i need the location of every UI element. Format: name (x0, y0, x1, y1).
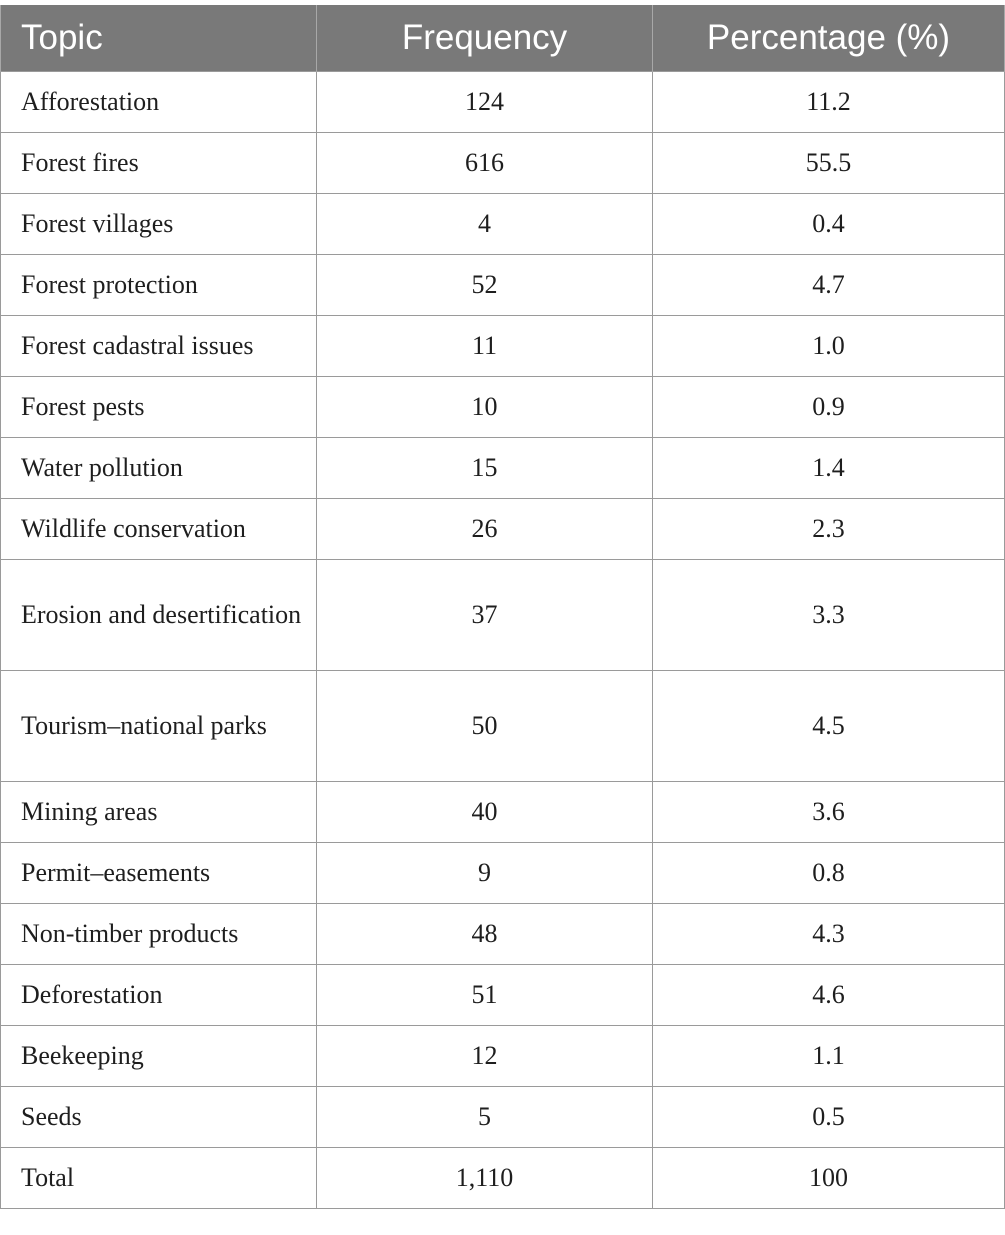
header-percentage: Percentage (%) (653, 5, 1005, 72)
cell-percentage: 3.3 (653, 560, 1005, 671)
cell-topic: Forest villages (1, 194, 317, 255)
cell-frequency: 4 (317, 194, 653, 255)
table-row (1, 1087, 1005, 1148)
header-frequency: Frequency (317, 5, 653, 72)
cell-frequency: 5 (317, 1087, 653, 1148)
cell-topic: Seeds (1, 1087, 317, 1148)
cell-topic: Beekeeping (1, 1026, 317, 1087)
cell-frequency: 50 (317, 671, 653, 782)
cell-frequency: 15 (317, 438, 653, 499)
cell-topic: Permit–easements (1, 843, 317, 904)
cell-frequency: 1,110 (317, 1148, 653, 1209)
total-row (1, 1148, 1005, 1209)
table-row (1, 133, 1005, 194)
table-row (1, 843, 1005, 904)
table-row (1, 255, 1005, 316)
cell-percentage: 0.8 (653, 843, 1005, 904)
cell-topic: Forest fires (1, 133, 317, 194)
cell-topic: Afforestation (1, 72, 317, 133)
table-row (1, 965, 1005, 1026)
cell-frequency: 52 (317, 255, 653, 316)
cell-percentage: 2.3 (653, 499, 1005, 560)
cell-frequency: 12 (317, 1026, 653, 1087)
cell-frequency: 124 (317, 72, 653, 133)
cell-topic: Wildlife conservation (1, 499, 317, 560)
cell-topic: Forest cadastral issues (1, 316, 317, 377)
cell-percentage: 4.6 (653, 965, 1005, 1026)
table-row (1, 316, 1005, 377)
cell-topic: Erosion and desertification (1, 560, 317, 671)
cell-percentage: 1.4 (653, 438, 1005, 499)
cell-percentage: 0.4 (653, 194, 1005, 255)
cell-percentage: 1.0 (653, 316, 1005, 377)
cell-percentage: 4.3 (653, 904, 1005, 965)
table-row (1, 377, 1005, 438)
cell-percentage: 4.7 (653, 255, 1005, 316)
cell-frequency: 51 (317, 965, 653, 1026)
cell-frequency: 40 (317, 782, 653, 843)
cell-topic: Non-timber products (1, 904, 317, 965)
cell-frequency: 37 (317, 560, 653, 671)
table-row (1, 1026, 1005, 1087)
table-row (1, 194, 1005, 255)
table-row (1, 560, 1005, 671)
header-row (1, 5, 1005, 72)
cell-topic: Forest protection (1, 255, 317, 316)
table-header (1, 5, 1005, 72)
cell-frequency: 26 (317, 499, 653, 560)
cell-frequency: 11 (317, 316, 653, 377)
cell-topic: Tourism–national parks (1, 671, 317, 782)
cell-percentage: 3.6 (653, 782, 1005, 843)
table-row (1, 782, 1005, 843)
cell-topic: Water pollution (1, 438, 317, 499)
cell-topic: Mining areas (1, 782, 317, 843)
cell-topic: Forest pests (1, 377, 317, 438)
cell-percentage: 100 (653, 1148, 1005, 1209)
cell-percentage: 4.5 (653, 671, 1005, 782)
table-row (1, 671, 1005, 782)
data-table (0, 5, 1005, 1209)
cell-frequency: 48 (317, 904, 653, 965)
cell-frequency: 10 (317, 377, 653, 438)
cell-frequency: 9 (317, 843, 653, 904)
cell-topic: Total (1, 1148, 317, 1209)
cell-percentage: 11.2 (653, 72, 1005, 133)
cell-percentage: 55.5 (653, 133, 1005, 194)
cell-percentage: 1.1 (653, 1026, 1005, 1087)
header-topic: Topic (1, 5, 317, 72)
table-row (1, 904, 1005, 965)
cell-percentage: 0.5 (653, 1087, 1005, 1148)
cell-percentage: 0.9 (653, 377, 1005, 438)
cell-frequency: 616 (317, 133, 653, 194)
cell-topic: Deforestation (1, 965, 317, 1026)
table-row (1, 499, 1005, 560)
table-row (1, 438, 1005, 499)
table-body (1, 72, 1005, 1209)
table-row (1, 72, 1005, 133)
